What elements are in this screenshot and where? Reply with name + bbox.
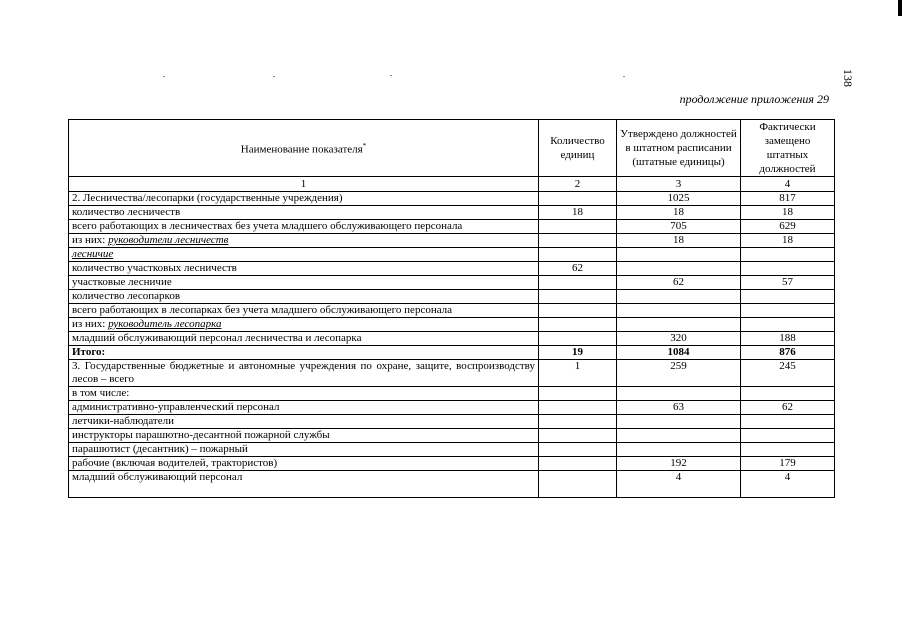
approved-cell: 320 [617, 332, 741, 346]
table-row [69, 429, 835, 443]
table-row [69, 262, 835, 276]
actual-cell: 629 [741, 220, 835, 234]
staffing-table [68, 119, 835, 498]
row-label: всего работающих в лесничествах без учета младшего обслуживающего персонала [69, 220, 539, 234]
quantity-cell: 1 [539, 360, 617, 387]
row-label: 2. Лесничества/лесопарки (государственные учреждения) [69, 192, 539, 206]
column-number: 2 [539, 177, 617, 192]
row-label-italic: лесничие [72, 248, 114, 260]
row-label: участковые лесничие [69, 276, 539, 290]
approved-cell: 259 [617, 360, 741, 387]
quantity-cell [539, 429, 617, 443]
row-label: количество лесничеств [69, 206, 539, 220]
actual-cell [741, 415, 835, 429]
quantity-cell [539, 192, 617, 206]
header-quantity: Количество единиц [539, 120, 617, 177]
approved-cell: 4 [617, 471, 741, 498]
actual-cell: 188 [741, 332, 835, 346]
quantity-cell: 62 [539, 262, 617, 276]
approved-cell [617, 318, 741, 332]
approved-cell: 1025 [617, 192, 741, 206]
actual-cell: 817 [741, 192, 835, 206]
actual-cell [741, 304, 835, 318]
table-row [69, 443, 835, 457]
actual-cell: 18 [741, 234, 835, 248]
approved-cell: 18 [617, 234, 741, 248]
approved-cell [617, 248, 741, 262]
header-actual: Фактически замещено штатных должностей [741, 120, 835, 177]
approved-cell: 192 [617, 457, 741, 471]
approved-cell: 63 [617, 401, 741, 415]
approved-cell [617, 429, 741, 443]
quantity-cell [539, 387, 617, 401]
column-number: 4 [741, 177, 835, 192]
table-row [69, 401, 835, 415]
actual-cell [741, 248, 835, 262]
row-label [69, 318, 539, 332]
page-number: 138 [841, 69, 855, 87]
quantity-cell [539, 220, 617, 234]
approved-cell: 1084 [617, 346, 741, 360]
appendix-caption: продолжение приложения 29 [679, 92, 829, 106]
quantity-cell: 19 [539, 346, 617, 360]
quantity-cell [539, 415, 617, 429]
table-row [69, 276, 835, 290]
table-row [69, 234, 835, 248]
quantity-cell [539, 304, 617, 318]
approved-cell: 62 [617, 276, 741, 290]
quantity-cell [539, 443, 617, 457]
actual-cell: 62 [741, 401, 835, 415]
scan-speck [623, 76, 625, 77]
row-label: административно-управленческий персонал [69, 401, 539, 415]
quantity-cell: 18 [539, 206, 617, 220]
row-label-prefix: из них: [72, 318, 109, 330]
quantity-cell [539, 318, 617, 332]
approved-cell [617, 262, 741, 276]
actual-cell: 876 [741, 346, 835, 360]
row-label: инструкторы парашютно-десантной пожарной службы [69, 429, 539, 443]
approved-cell: 18 [617, 206, 741, 220]
scan-speck [390, 75, 392, 76]
column-number: 1 [69, 177, 539, 192]
quantity-cell [539, 248, 617, 262]
quantity-cell [539, 457, 617, 471]
actual-cell: 179 [741, 457, 835, 471]
row-label: парашютист (десантник) – пожарный [69, 443, 539, 457]
actual-cell [741, 429, 835, 443]
actual-cell [741, 318, 835, 332]
actual-cell: 57 [741, 276, 835, 290]
row-label: младший обслуживающий персонал [69, 471, 539, 498]
table-row [69, 346, 835, 360]
row-label: всего работающих в лесопарках без учета младшего обслуживающего персонала [69, 304, 539, 318]
actual-cell: 245 [741, 360, 835, 387]
table-row [69, 192, 835, 206]
column-number-row [69, 177, 835, 192]
row-label-italic: руководитель лесопарка [108, 318, 222, 330]
approved-cell [617, 443, 741, 457]
row-label: количество участковых лесничеств [69, 262, 539, 276]
table-row [69, 290, 835, 304]
quantity-cell [539, 401, 617, 415]
approved-cell [617, 304, 741, 318]
table-row [69, 318, 835, 332]
table-row [69, 457, 835, 471]
header-indicator-name: Наименование показателя* [69, 120, 539, 177]
actual-cell [741, 443, 835, 457]
table-row [69, 415, 835, 429]
row-label: в том числе: [69, 387, 539, 401]
actual-cell: 18 [741, 206, 835, 220]
table-row [69, 471, 835, 498]
scan-speck [273, 76, 275, 77]
row-label: младший обслуживающий персонал лесничества и лесопарка [69, 332, 539, 346]
approved-cell [617, 415, 741, 429]
approved-cell [617, 290, 741, 304]
row-label: рабочие (включая водителей, трактористов) [69, 457, 539, 471]
row-label: количество лесопарков [69, 290, 539, 304]
table-row [69, 248, 835, 262]
actual-cell [741, 262, 835, 276]
quantity-cell [539, 332, 617, 346]
quantity-cell [539, 290, 617, 304]
quantity-cell [539, 276, 617, 290]
table-row [69, 206, 835, 220]
row-label: летчики-наблюдатели [69, 415, 539, 429]
actual-cell [741, 387, 835, 401]
row-label [69, 248, 539, 262]
approved-cell [617, 387, 741, 401]
row-label-italic: руководители лесничеств [108, 234, 229, 246]
approved-cell: 705 [617, 220, 741, 234]
actual-cell: 4 [741, 471, 835, 498]
scan-edge-mark [898, 0, 902, 16]
header-row [69, 120, 835, 177]
table-row [69, 360, 835, 387]
row-label [69, 234, 539, 248]
table-row [69, 332, 835, 346]
table-row [69, 304, 835, 318]
header-approved: Утверждено должностей в штатном расписании (штатные единицы) [617, 120, 741, 177]
quantity-cell [539, 471, 617, 498]
table-body [69, 192, 835, 498]
column-number: 3 [617, 177, 741, 192]
row-label: Итого: [69, 346, 539, 360]
scan-speck [163, 76, 165, 77]
quantity-cell [539, 234, 617, 248]
table-row [69, 387, 835, 401]
row-label: 3. Государственные бюджетные и автономные учреждения по охране, защите, воспроизводству лесов – всего [69, 360, 539, 387]
row-label-prefix: из них: [72, 234, 109, 246]
actual-cell [741, 290, 835, 304]
table-row [69, 220, 835, 234]
